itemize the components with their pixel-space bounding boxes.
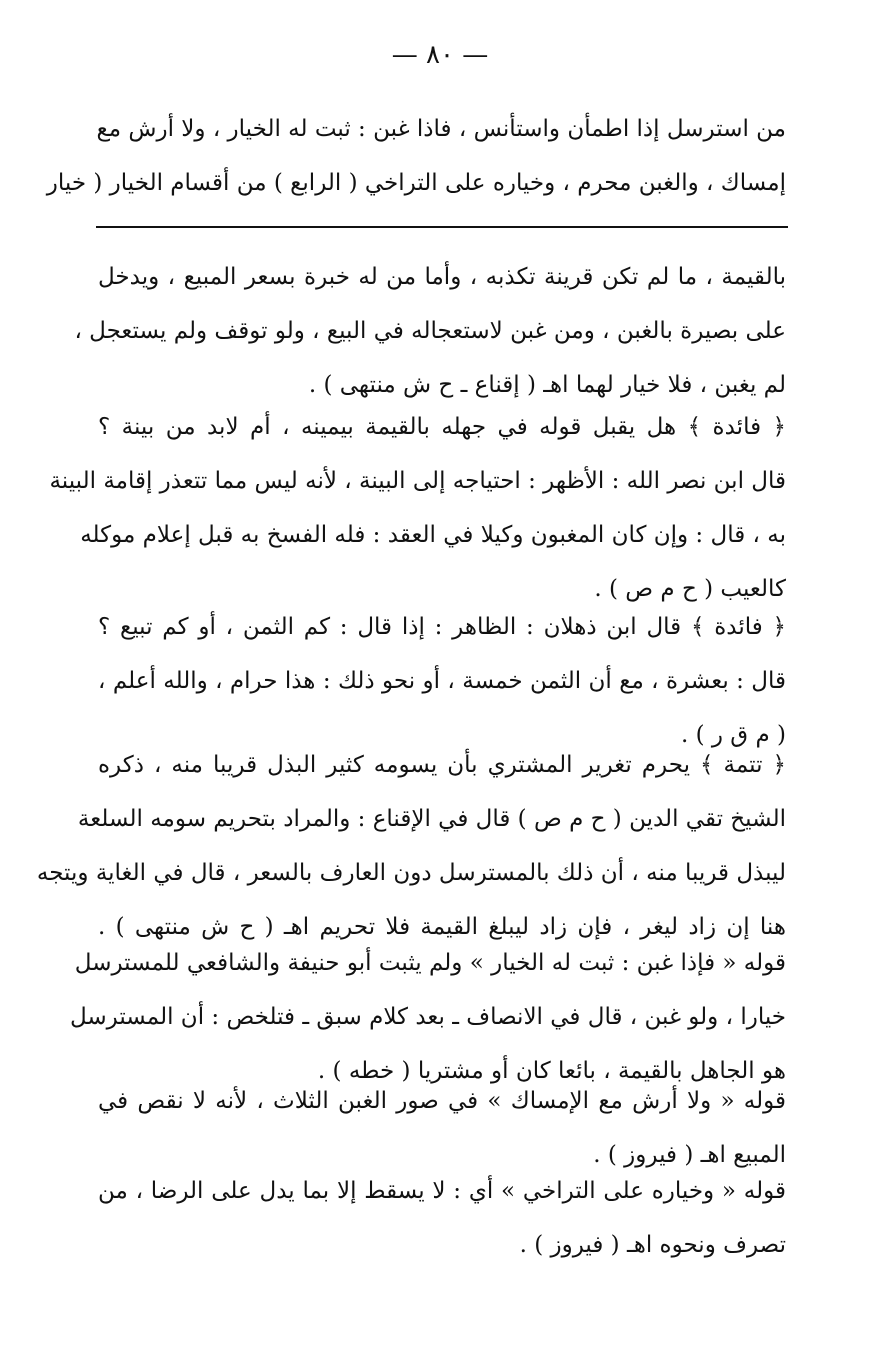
commentary-line: ﴿ فائدة ﴾ قال ابن ذهلان : الظاهر : إذا قال : كم الثمن ، أو كم تبيع ؟: [98, 614, 786, 640]
commentary-line: ﴿ تتمة ﴾ يحرم تغرير المشتري بأن يسومه كثير البذل قريبا منه ، ذكره: [98, 752, 786, 778]
commentary-line: قال : بعشرة ، مع أن الثمن خمسة ، أو نحو ذلك : هذا حرام ، والله أعلم ،: [98, 668, 786, 694]
commentary-line: كالعيب ( ح م ص ) .: [594, 576, 786, 602]
commentary-paragraph: [74, 250, 786, 412]
commentary-paragraph: [49, 400, 786, 616]
commentary-line: المبيع اهـ ( فيروز ) .: [593, 1142, 786, 1168]
commentary-line: ﴿ فائدة ﴾ هل يقبل قوله في جهله بالقيمة بيمينه ، أم لابد من بينة ؟: [98, 414, 786, 440]
commentary-line: لم يغبن ، فلا خيار لهما اهـ ( إقناع ـ ح ش منتهى ) .: [308, 372, 786, 398]
commentary-line: بالقيمة ، ما لم تكن قرينة تكذبه ، وأما من له خبرة بسعر المبيع ، ويدخل: [98, 264, 786, 290]
page-number: — ٨٠ —: [391, 40, 489, 70]
main-text-line: إمساك ، والغبن محرم ، وخياره على التراخي ( الرابع ) من أقسام الخيار ( خيار: [46, 170, 786, 196]
commentary-line: قوله « فإذا غبن : ثبت له الخيار » ولم يثبت أبو حنيفة والشافعي للمسترسل: [74, 950, 786, 976]
commentary-line: هنا إن زاد ليغر ، فإن زاد ليبلغ القيمة فلا تحريم اهـ ( ح ش منتهى ) .: [98, 914, 786, 940]
commentary-paragraph: [98, 1164, 786, 1272]
commentary-line: خيارا ، ولو غبن ، قال في الانصاف ـ بعد كلام سبق ـ فتلخص : أن المسترسل: [69, 1004, 786, 1030]
commentary-line: قوله « ولا أرش مع الإمساك » في صور الغبن الثلاث ، لأنه لا نقص في: [98, 1088, 786, 1114]
commentary-line: هو الجاهل بالقيمة ، بائعا كان أو مشتريا ( خطه ) .: [317, 1058, 786, 1084]
commentary-line: تصرف ونحوه اهـ ( فيروز ) .: [519, 1232, 786, 1258]
separator-rule: [96, 226, 788, 228]
commentary-line: قال ابن نصر الله : الأظهر : احتياجه إلى البينة ، لأنه ليس مما تتعذر إقامة البينة: [49, 468, 786, 494]
commentary-line: الشيخ تقي الدين ( ح م ص ) قال في الإقناع : والمراد بتحريم سومه السلعة: [77, 806, 786, 832]
main-text: [46, 102, 786, 210]
commentary-line: ( م ق ر ) .: [680, 722, 786, 748]
main-text-line: من استرسل إذا اطمأن واستأنس ، فاذا غبن : ثبت له الخيار ، ولا أرش مع: [96, 116, 786, 142]
commentary-paragraph: [36, 738, 786, 954]
commentary-line: به ، قال : وإن كان المغبون وكيلا في العقد : فله الفسخ به قبل إعلام موكله: [80, 522, 786, 548]
commentary-line: ليبذل قريبا منه ، أن ذلك بالمسترسل دون العارف بالسعر ، قال في الغاية ويتجه: [36, 860, 786, 886]
commentary-line: على بصيرة بالغبن ، ومن غبن لاستعجاله في البيع ، ولو توقف ولم يستعجل ،: [74, 318, 786, 344]
commentary-line: قوله « وخياره على التراخي » أي : لا يسقط إلا بما يدل على الرضا ، من: [98, 1178, 786, 1204]
